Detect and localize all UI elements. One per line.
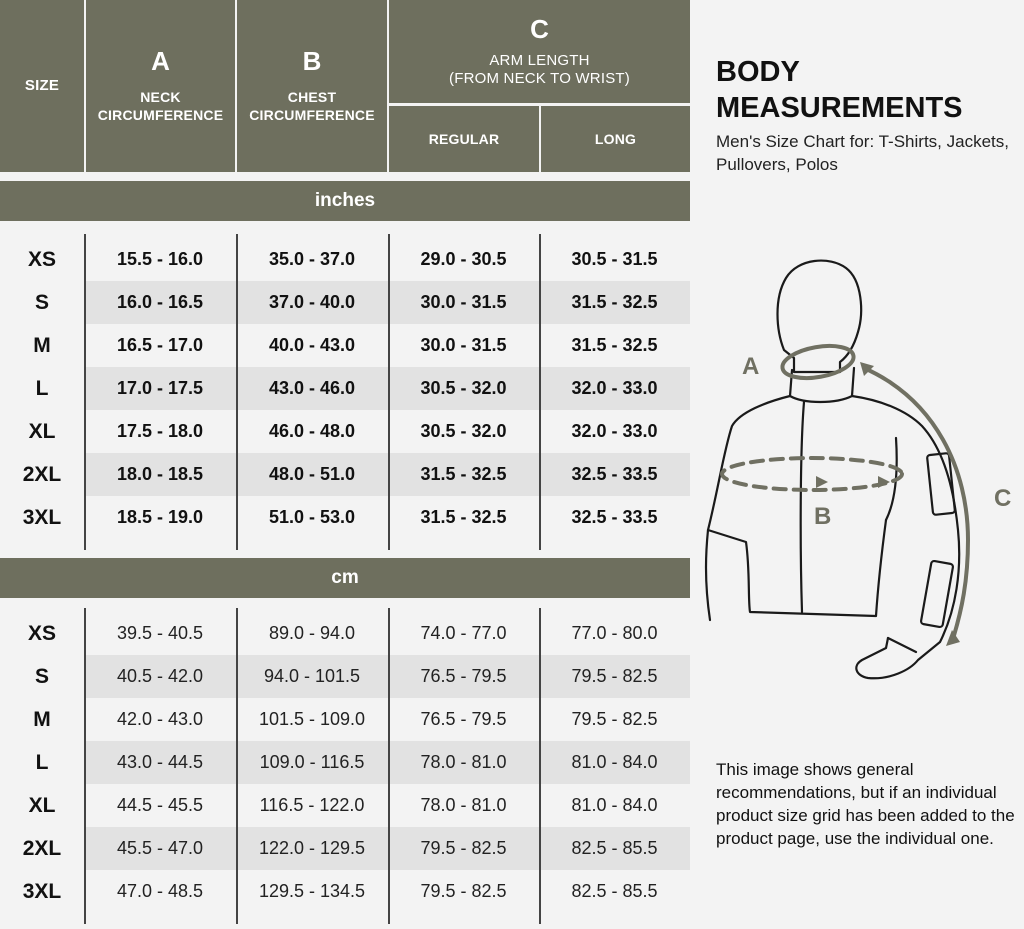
neck-cell: 18.5 - 19.0 xyxy=(116,507,204,527)
page-subtitle: Men's Size Chart for: T-Shirts, Jackets, Pullovers, Polos xyxy=(716,132,1009,174)
column-divider xyxy=(388,234,390,550)
size-cell: 3XL xyxy=(22,879,62,903)
neck-cell: 42.0 - 43.0 xyxy=(116,709,204,729)
torso-outline xyxy=(708,396,886,616)
regular-cell: 78.0 - 81.0 xyxy=(420,795,507,815)
regular-cell: 78.0 - 81.0 xyxy=(420,752,507,772)
zipper-line xyxy=(801,402,804,612)
long-cell: 32.5 - 33.5 xyxy=(571,464,658,484)
chest-cell: 46.0 - 48.0 xyxy=(268,421,356,441)
table-row xyxy=(0,281,690,324)
arrow-head-icon xyxy=(816,476,828,488)
size-cell: 3XL xyxy=(22,505,62,529)
table-row xyxy=(0,655,690,698)
neck-cell: 18.0 - 18.5 xyxy=(116,464,204,484)
neck-cell: 16.0 - 16.5 xyxy=(116,292,204,312)
table-row xyxy=(0,453,690,496)
column-divider xyxy=(84,234,86,550)
regular-cell: 30.0 - 31.5 xyxy=(420,292,507,312)
long-cell: 79.5 - 82.5 xyxy=(571,709,658,729)
regular-cell: 30.5 - 32.0 xyxy=(420,378,507,398)
inches-band xyxy=(0,181,690,221)
header-arm-length xyxy=(389,0,690,103)
table-row xyxy=(0,324,690,367)
header-size xyxy=(0,0,84,172)
chest-cell: 122.0 - 129.5 xyxy=(258,838,366,858)
long-cell: 82.5 - 85.5 xyxy=(571,881,658,901)
arm-label-line1: ARM LENGTH xyxy=(489,51,590,69)
long-cell: 77.0 - 80.0 xyxy=(571,623,658,643)
table-row xyxy=(0,496,690,539)
regular-cell: 30.5 - 32.0 xyxy=(420,421,507,441)
size-cell: XL xyxy=(28,793,56,817)
neck-cell: 17.5 - 18.0 xyxy=(116,421,204,441)
regular-label: REGULAR xyxy=(428,131,500,147)
arrow-head-icon xyxy=(878,476,890,488)
long-cell: 32.5 - 33.5 xyxy=(571,507,658,527)
neck-cell: 39.5 - 40.5 xyxy=(116,623,204,643)
title-line-2: MEASUREMENTS xyxy=(716,92,963,124)
chest-label-line2: CIRCUMFERENCE xyxy=(249,107,375,123)
long-cell: 31.5 - 32.5 xyxy=(571,335,658,355)
arrow-head-icon xyxy=(946,630,960,646)
size-cell: XS xyxy=(27,247,56,271)
table-row xyxy=(0,827,690,870)
neck-cell: 17.0 - 17.5 xyxy=(116,378,204,398)
chest-letter: B xyxy=(302,46,322,76)
chest-label-line1: CHEST xyxy=(287,89,337,105)
chest-cell: 51.0 - 53.0 xyxy=(268,507,356,527)
chest-measure-ring xyxy=(722,458,902,490)
chest-cell: 43.0 - 46.0 xyxy=(268,378,356,398)
neck-label-line1: NECK xyxy=(140,89,181,105)
page-title xyxy=(716,54,1016,126)
table-row xyxy=(0,612,690,655)
column-divider xyxy=(236,234,238,550)
neck-cell: 44.5 - 45.5 xyxy=(116,795,204,815)
neck-cell: 16.5 - 17.0 xyxy=(116,335,204,355)
regular-cell: 29.0 - 30.5 xyxy=(420,249,507,269)
column-divider xyxy=(84,608,86,924)
figure-label-c: C xyxy=(994,485,1012,512)
long-cell: 32.0 - 33.0 xyxy=(571,421,658,441)
body-measurement-figure xyxy=(700,250,1024,710)
regular-cell: 31.5 - 32.5 xyxy=(420,464,507,484)
long-cell: 32.0 - 33.0 xyxy=(571,378,658,398)
chest-cell: 35.0 - 37.0 xyxy=(268,249,356,269)
table-row xyxy=(0,238,690,281)
cuff-outline xyxy=(888,638,916,652)
header-regular xyxy=(389,106,539,172)
chest-cell: 129.5 - 134.5 xyxy=(258,881,366,901)
neck-cell: 43.0 - 44.5 xyxy=(116,752,204,772)
arm-label-line2: (FROM NECK TO WRIST) xyxy=(449,69,630,87)
chest-cell: 37.0 - 40.0 xyxy=(268,292,356,312)
arm-letter: C xyxy=(530,13,549,44)
regular-cell: 30.0 - 31.5 xyxy=(420,335,507,355)
chest-cell: 101.5 - 109.0 xyxy=(258,709,366,729)
regular-cell: 76.5 - 79.5 xyxy=(420,709,507,729)
size-cell: M xyxy=(33,333,51,357)
neck-cell: 15.5 - 16.0 xyxy=(116,249,204,269)
neck-label-line2: CIRCUMFERENCE xyxy=(97,107,224,123)
neck-cell: 45.5 - 47.0 xyxy=(116,838,204,858)
size-header-label: SIZE xyxy=(24,77,60,94)
chest-cell: 109.0 - 116.5 xyxy=(259,752,365,772)
table-row xyxy=(0,784,690,827)
chest-cell: 89.0 - 94.0 xyxy=(268,623,356,643)
header-long xyxy=(541,106,690,172)
figure-label-b: B xyxy=(814,503,832,530)
regular-cell: 79.5 - 82.5 xyxy=(420,838,507,858)
header-chest xyxy=(237,0,387,172)
long-cell: 30.5 - 31.5 xyxy=(571,249,658,269)
title-line-1: BODY xyxy=(716,56,800,88)
long-cell: 82.5 - 85.5 xyxy=(571,838,658,858)
column-divider xyxy=(236,608,238,924)
column-divider xyxy=(539,234,541,550)
size-cell: 2XL xyxy=(0,827,84,870)
chest-cell: 40.0 - 43.0 xyxy=(268,335,356,355)
neck-letter: A xyxy=(151,46,170,76)
size-cell: S xyxy=(0,281,84,324)
header-neck xyxy=(86,0,235,172)
size-cell: S xyxy=(0,655,84,698)
table-row xyxy=(0,870,690,913)
neck-cell: 40.5 - 42.0 xyxy=(116,666,204,686)
regular-cell: 74.0 - 77.0 xyxy=(420,623,507,643)
table-row xyxy=(0,698,690,741)
size-cell: XS xyxy=(27,621,56,645)
regular-cell: 31.5 - 32.5 xyxy=(420,507,507,527)
collar-outline xyxy=(790,368,854,402)
size-cell: L xyxy=(0,367,84,410)
long-label: LONG xyxy=(594,131,637,147)
long-cell: 81.0 - 84.0 xyxy=(571,752,658,772)
size-cell: L xyxy=(0,741,84,784)
chest-cell: 48.0 - 51.0 xyxy=(268,464,356,484)
table-row xyxy=(0,367,690,410)
neck-measure-ring xyxy=(780,341,856,383)
size-cell: 2XL xyxy=(0,453,84,496)
table-row xyxy=(0,741,690,784)
chest-cell: 94.0 - 101.5 xyxy=(263,666,361,686)
size-cell: M xyxy=(33,707,51,731)
left-arm-outline xyxy=(706,530,710,620)
inches-band-label: inches xyxy=(314,190,376,211)
long-cell: 31.5 - 32.5 xyxy=(571,292,658,312)
chest-cell: 116.5 - 122.0 xyxy=(259,795,365,815)
cm-band-label: cm xyxy=(331,567,359,588)
figure-label-a: A xyxy=(742,353,760,380)
sleeve-pocket-lower xyxy=(921,561,954,628)
column-divider xyxy=(539,608,541,924)
long-cell: 79.5 - 82.5 xyxy=(571,666,658,686)
size-cell: XL xyxy=(28,419,56,443)
arm-measure-arc xyxy=(864,368,968,642)
disclaimer-note: This image shows general recommendations, but if an individual product size grid has been added to the product page, use the individual one. xyxy=(716,760,1015,848)
long-cell: 81.0 - 84.0 xyxy=(571,795,658,815)
neck-cell: 47.0 - 48.5 xyxy=(116,881,204,901)
regular-cell: 76.5 - 79.5 xyxy=(420,666,507,686)
cm-band xyxy=(0,558,690,598)
regular-cell: 79.5 - 82.5 xyxy=(420,881,507,901)
column-divider xyxy=(388,608,390,924)
table-row xyxy=(0,410,690,453)
